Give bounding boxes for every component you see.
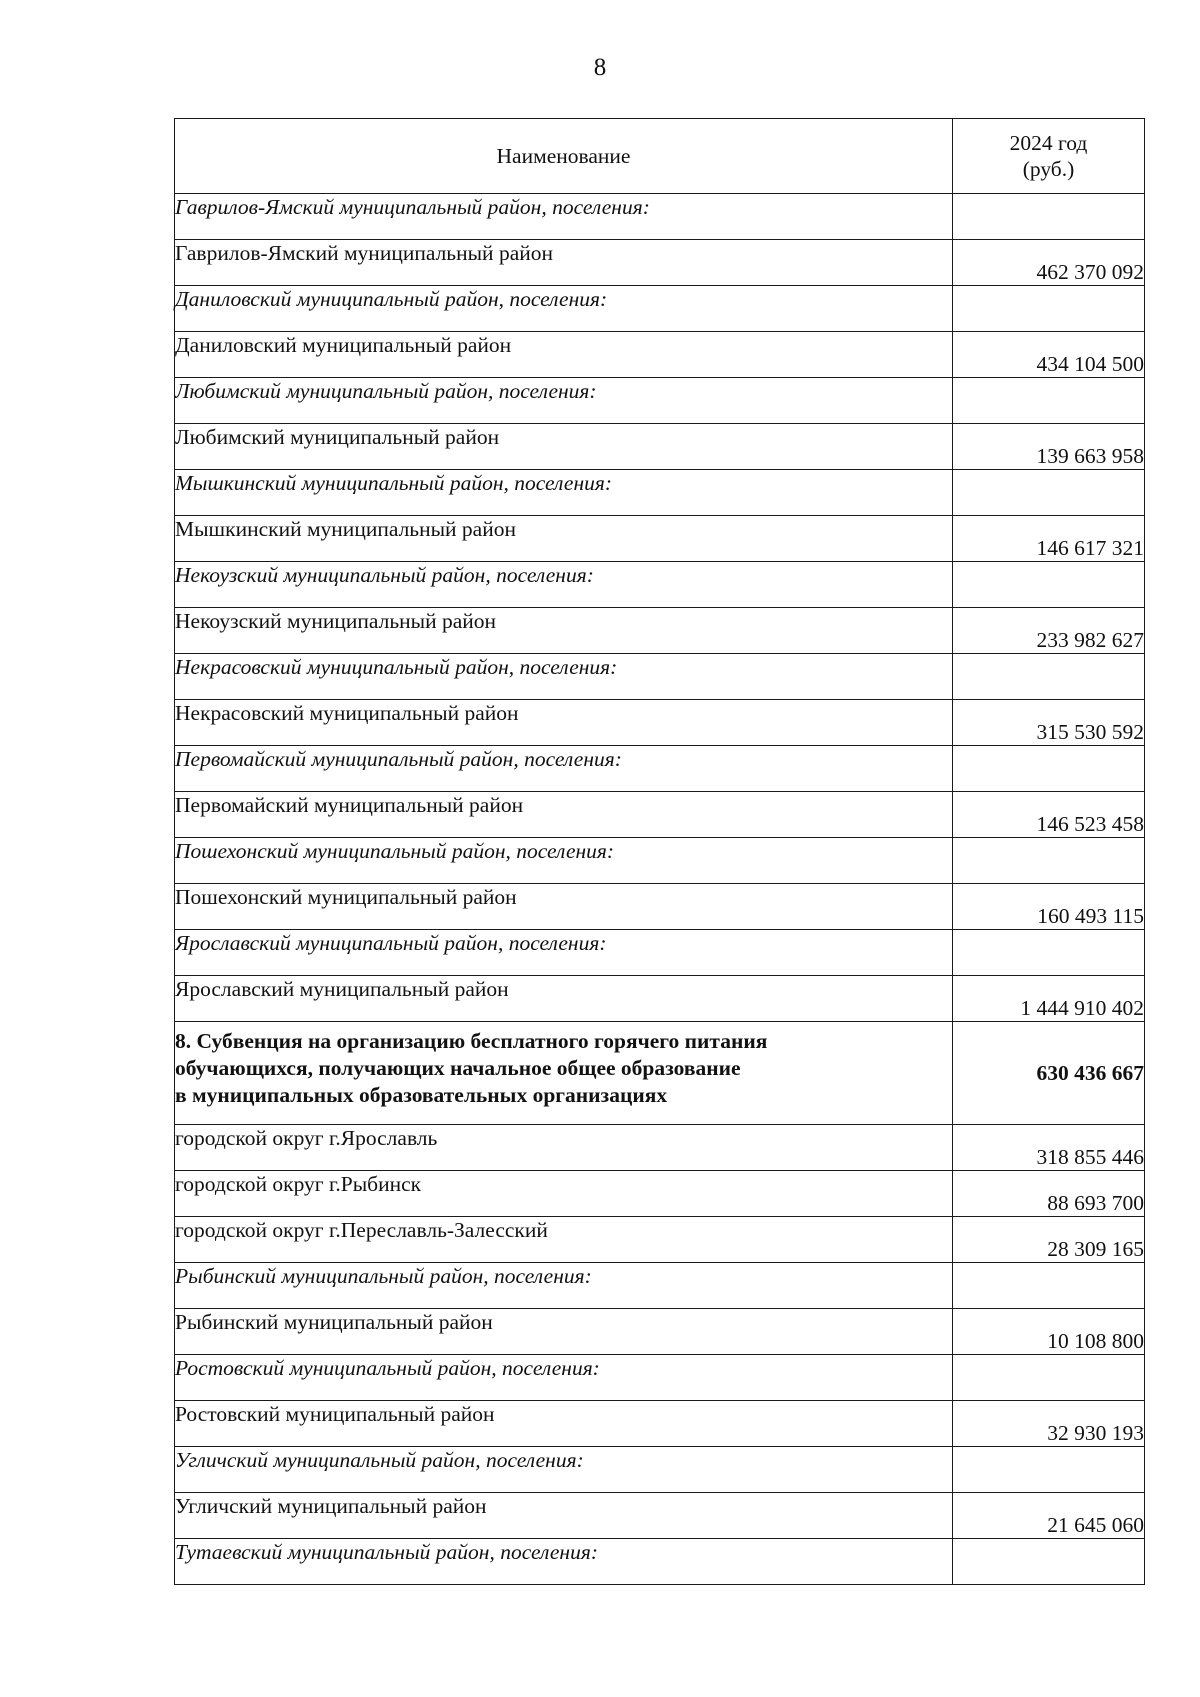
- group-name: Даниловский муниципальный район, поселения:: [175, 286, 953, 332]
- group-name: Любимский муниципальный район, поселения:: [175, 378, 953, 424]
- row-amount: 318 855 446: [953, 1125, 1145, 1171]
- group-header-row: [175, 378, 1145, 424]
- row-amount: [953, 194, 1145, 240]
- row-name: Пошехонский муниципальный район: [175, 884, 953, 930]
- column-header-year: 2024 год: [1009, 131, 1088, 155]
- row-name: Ярославский муниципальный район: [175, 976, 953, 1022]
- row-amount: [953, 930, 1145, 976]
- row-amount: [953, 746, 1145, 792]
- row-amount: 21 645 060: [953, 1493, 1145, 1539]
- group-header-row: [175, 562, 1145, 608]
- table-row: [175, 1493, 1145, 1539]
- table-row: [175, 516, 1145, 562]
- row-amount: 160 493 115: [953, 884, 1145, 930]
- group-name: Рыбинский муниципальный район, поселения:: [175, 1263, 953, 1309]
- group-header-row: [175, 930, 1145, 976]
- group-name: Ярославский муниципальный район, поселения:: [175, 930, 953, 976]
- section-row: [175, 1022, 1145, 1125]
- table-row: [175, 1401, 1145, 1447]
- row-amount: [953, 1447, 1145, 1493]
- table-row: [175, 1309, 1145, 1355]
- row-name: Рыбинский муниципальный район: [175, 1309, 953, 1355]
- table-row: [175, 792, 1145, 838]
- row-name: Некрасовский муниципальный район: [175, 700, 953, 746]
- row-amount: 146 617 321: [953, 516, 1145, 562]
- budget-table: [174, 118, 1145, 1585]
- page-number: 8: [593, 54, 607, 81]
- group-header-row: [175, 286, 1145, 332]
- row-amount: 462 370 092: [953, 240, 1145, 286]
- table-row: [175, 700, 1145, 746]
- row-name: городской округ г.Ярославль: [175, 1125, 953, 1171]
- row-name: Гаврилов-Ямский муниципальный район: [175, 240, 953, 286]
- table-body: [175, 194, 1145, 1585]
- group-name: Тутаевский муниципальный район, поселения:: [175, 1539, 953, 1585]
- row-amount: 1 444 910 402: [953, 976, 1145, 1022]
- column-header-name: Наименование: [175, 119, 953, 194]
- table-row: [175, 240, 1145, 286]
- row-name: Угличский муниципальный район: [175, 1493, 953, 1539]
- section-title-line: обучающихся, получающих начальное общее образование: [175, 1056, 741, 1080]
- table-row: [175, 332, 1145, 378]
- section-title: [175, 1022, 953, 1125]
- row-amount: 139 663 958: [953, 424, 1145, 470]
- table-row: [175, 424, 1145, 470]
- row-name: Даниловский муниципальный район: [175, 332, 953, 378]
- group-header-row: [175, 194, 1145, 240]
- group-name: Некоузский муниципальный район, поселения:: [175, 562, 953, 608]
- row-name: Некоузский муниципальный район: [175, 608, 953, 654]
- table-row: [175, 976, 1145, 1022]
- table-row: [175, 1217, 1145, 1263]
- section-title-line: в муниципальных образовательных организациях: [175, 1083, 668, 1107]
- row-amount: 434 104 500: [953, 332, 1145, 378]
- row-amount: 10 108 800: [953, 1309, 1145, 1355]
- row-name: Мышкинский муниципальный район: [175, 516, 953, 562]
- row-amount: [953, 286, 1145, 332]
- section-title-line: 8. Субвенция на организацию бесплатного горячего питания: [175, 1029, 768, 1053]
- row-amount: [953, 470, 1145, 516]
- group-header-row: [175, 746, 1145, 792]
- row-name: Ростовский муниципальный район: [175, 1401, 953, 1447]
- row-amount: 233 982 627: [953, 608, 1145, 654]
- row-name: Первомайский муниципальный район: [175, 792, 953, 838]
- group-name: Мышкинский муниципальный район, поселения:: [175, 470, 953, 516]
- group-name: Ростовский муниципальный район, поселения:: [175, 1355, 953, 1401]
- row-amount: 28 309 165: [953, 1217, 1145, 1263]
- table-row: [175, 608, 1145, 654]
- group-header-row: [175, 838, 1145, 884]
- row-amount: 88 693 700: [953, 1171, 1145, 1217]
- row-amount: [953, 654, 1145, 700]
- row-amount: [953, 1263, 1145, 1309]
- table-row: [175, 1125, 1145, 1171]
- row-name: Любимский муниципальный район: [175, 424, 953, 470]
- table-header-row: [175, 119, 1145, 194]
- section-amount: 630 436 667: [953, 1022, 1145, 1125]
- row-amount: [953, 1539, 1145, 1585]
- group-header-row: [175, 1539, 1145, 1585]
- group-name: Угличский муниципальный район, поселения:: [175, 1447, 953, 1493]
- column-header-amount: [953, 119, 1145, 194]
- row-amount: 146 523 458: [953, 792, 1145, 838]
- row-name: городской округ г.Переславль-Залесский: [175, 1217, 953, 1263]
- group-header-row: [175, 654, 1145, 700]
- group-header-row: [175, 1263, 1145, 1309]
- row-amount: [953, 378, 1145, 424]
- row-amount: 315 530 592: [953, 700, 1145, 746]
- group-header-row: [175, 1447, 1145, 1493]
- row-amount: 32 930 193: [953, 1401, 1145, 1447]
- group-name: Некрасовский муниципальный район, поселения:: [175, 654, 953, 700]
- group-header-row: [175, 1355, 1145, 1401]
- row-name: городской округ г.Рыбинск: [175, 1171, 953, 1217]
- group-name: Первомайский муниципальный район, поселения:: [175, 746, 953, 792]
- group-header-row: [175, 470, 1145, 516]
- table-row: [175, 1171, 1145, 1217]
- group-name: Гаврилов-Ямский муниципальный район, поселения:: [175, 194, 953, 240]
- row-amount: [953, 562, 1145, 608]
- group-name: Пошехонский муниципальный район, поселения:: [175, 838, 953, 884]
- row-amount: [953, 1355, 1145, 1401]
- column-header-unit: (руб.): [1022, 157, 1075, 181]
- row-amount: [953, 838, 1145, 884]
- table-row: [175, 884, 1145, 930]
